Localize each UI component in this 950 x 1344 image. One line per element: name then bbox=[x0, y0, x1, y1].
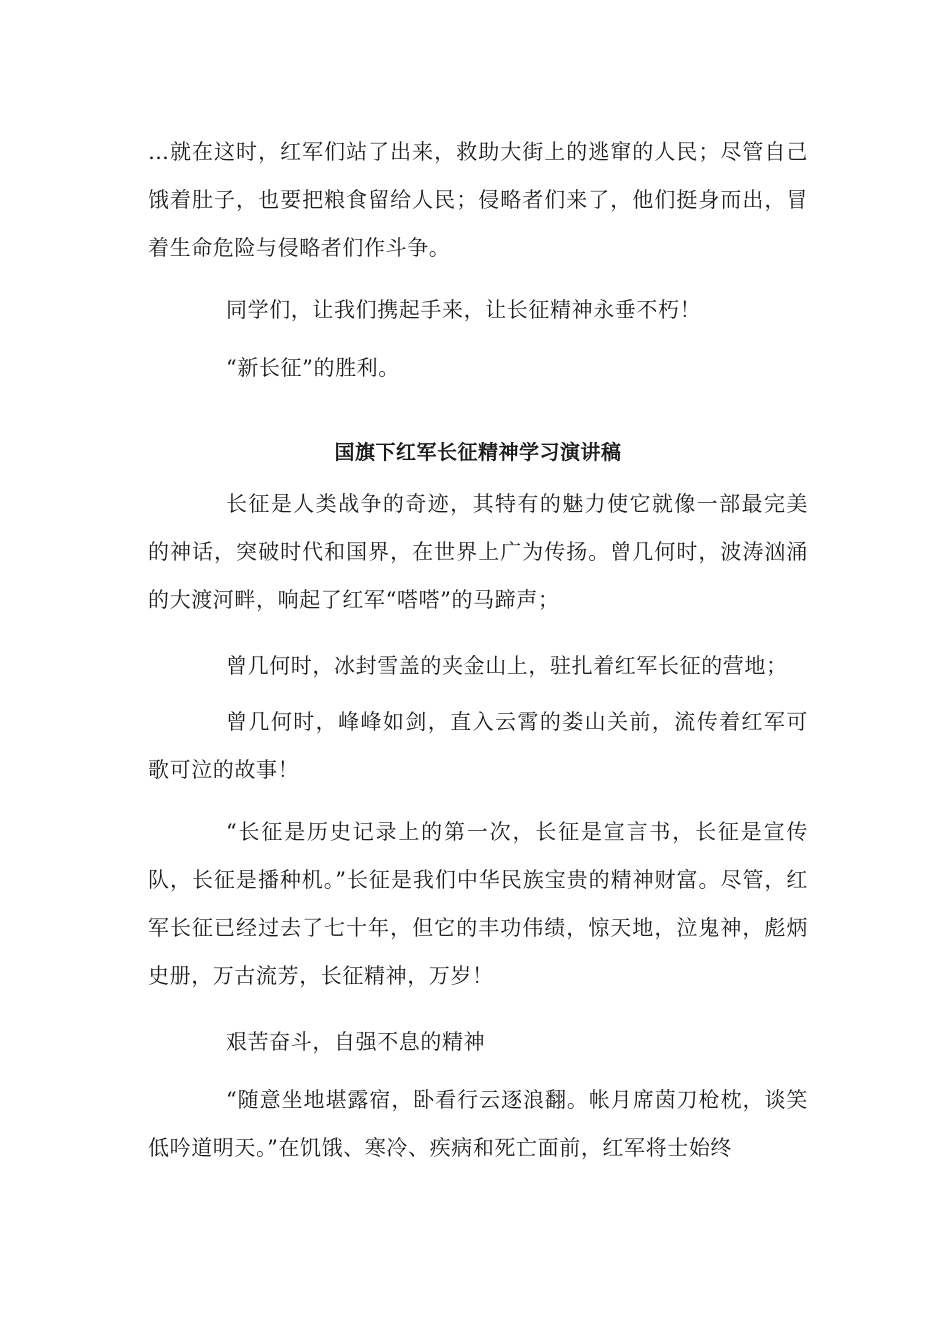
paragraph-hard-struggle: 艰苦奋斗，自强不息的精神 bbox=[226, 1030, 486, 1054]
paragraph-manifesto: “长征是历史记录上的第一次，长征是宣言书，长征是宣传队，长征是播种机。”长征是我们中华民族宝贵的精神财富。尽管，红军长征已经过去了七十年，但它的丰功伟绩，惊天地，泣鬼神，彪炳史册，万古流芳，长征精神，万岁！ bbox=[148, 820, 808, 988]
section-heading: 国旗下红军长征精神学习演讲稿 bbox=[334, 440, 622, 464]
paragraph-invaders: …就在这时，红军们站了出来，救助大街上的逃窜的人民；尽管自己饿着肚子，也要把粮食留给人民；侵略者们来了，他们挺身而出，冒着生命危险与侵略者们作斗争。 bbox=[148, 140, 808, 260]
paragraph-loushan-pass: 曾几何时，峰峰如剑，直入云霄的娄山关前，流传着红军可歌可泣的故事！ bbox=[148, 710, 808, 782]
paragraph-long-march-miracle: 长征是人类战争的奇迹，其特有的魅力使它就像一部最完美的神话，突破时代和国界，在世界上广为传扬。曾几何时，波涛汹涌的大渡河畔，响起了红军“嗒嗒”的马蹄声； bbox=[148, 492, 808, 612]
paragraph-poem-quote: “随意坐地堪露宿，卧看行云逐浪翻。帐月席茵刀枪枕，谈笑低吟道明天。”在饥饿、寒冷、疾病和死亡面前，红军将士始终 bbox=[148, 1088, 808, 1160]
paragraph-jiajin-mountain: 曾几何时，冰封雪盖的夹金山上，驻扎着红军长征的营地； bbox=[226, 654, 788, 678]
paragraph-new-long-march: “新长征”的胜利。 bbox=[226, 356, 400, 380]
paragraph-call-to-action: 同学们，让我们携起手来，让长征精神永垂不朽！ bbox=[226, 298, 702, 322]
